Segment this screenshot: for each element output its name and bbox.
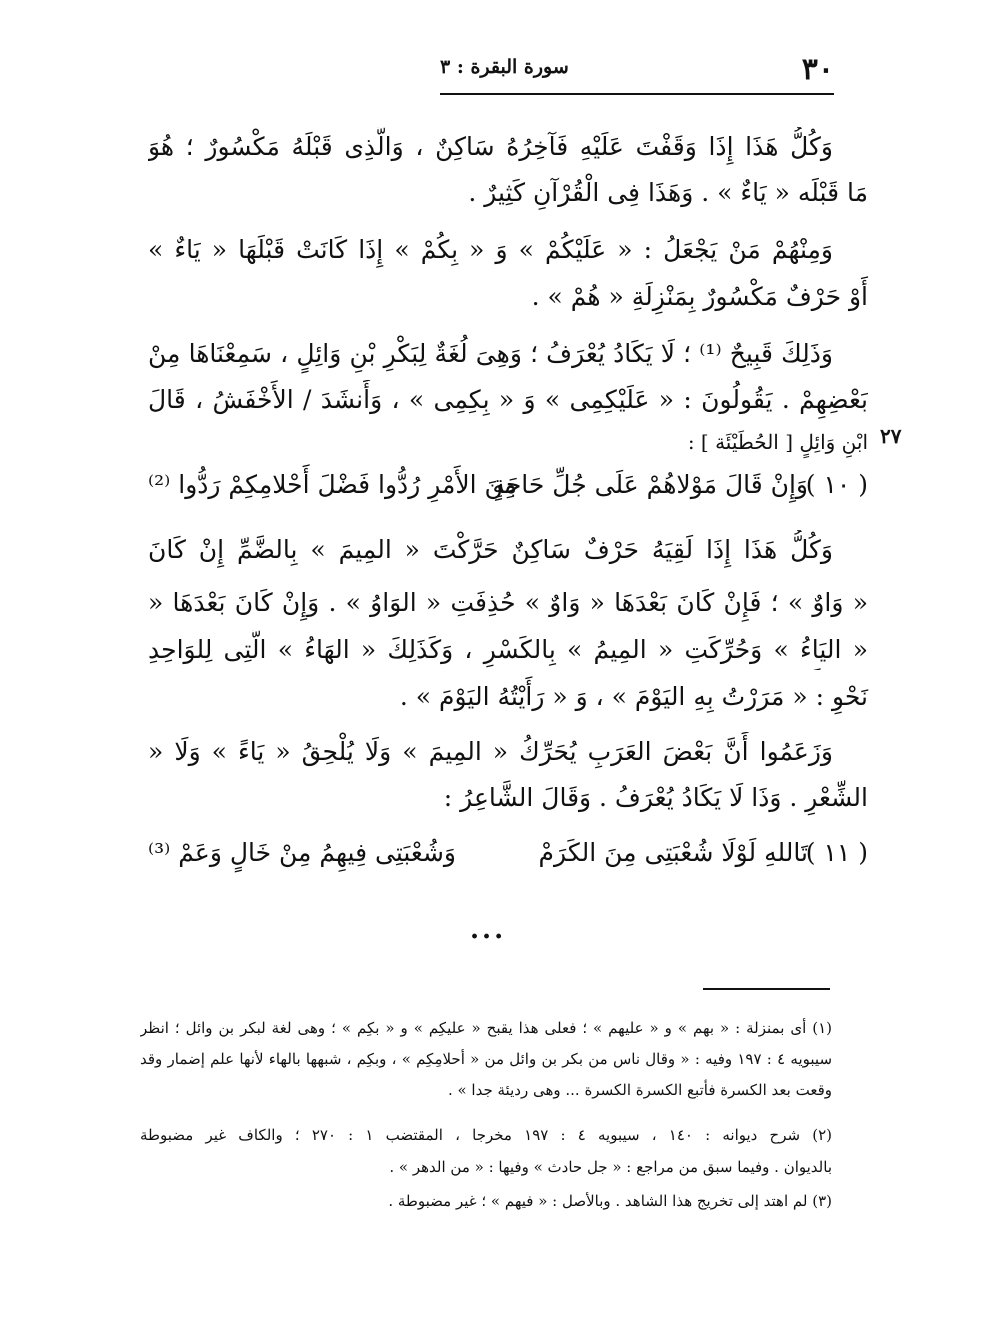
- section-separator: ...: [470, 915, 507, 945]
- page-header: [440, 52, 834, 92]
- verse-second-hemistich: مِنَ الأَمْرِ رُدُّوا فَضْلَ أَحْلامِكِمْ رَدُّوا ⁽²⁾: [148, 470, 517, 499]
- paragraph-3-line-1: وَذَلِكَ قَبِيحٌ ⁽¹⁾ ؛ لَا يَكَادُ يُعْرَفُ ؛ وَهِىَ لُغَةٌ لِبَكْرِ بْنِ وَائِلٍ ، سَمِعْنَاهَا مِنْ: [148, 339, 833, 368]
- verse-11: [148, 838, 868, 878]
- paragraph-1-line-2: مَا قَبْلَه « يَاءٌ » . وَهَذَا فِى الْقُرْآنِ كَثِيرٌ .: [468, 178, 868, 207]
- paragraph-1-line-1: وَكُلُّ هَذَا إِذَا وَقَفْتَ عَلَيْهِ فَآخِرُهُ سَاكِنٌ ، وَالَّذِى قَبْلَهُ مَكْسُورٌ ؛ هُوَ: [148, 132, 833, 161]
- paragraph-5-line-1: وَزَعَمُوا أَنَّ بَعْضَ العَرَبِ يُحَرِّكُ « المِيمَ » وَلَا يُلْحِقُ « يَاءً » وَلَا «: [148, 737, 833, 766]
- verse-number: ( ١٠ ): [805, 470, 868, 499]
- footnote-1-line-1: (١) أى بمنزلة : « بهم » و « عليهم » ؛ فعلى هذا يقبح « عليكِم » و « بكِم » ؛ وهى لغة لبكر بن وائل ؛ انظر: [140, 1019, 832, 1037]
- footnote-1-line-3: وقعت بعد الكسرة فأتبع الكسرة الكسرة ... وهى رديئة جدا » .: [447, 1081, 832, 1099]
- footnote-2-line-1: (٢) شرح ديوانه : ١٤٠ ، سيبويه ٤ : ١٩٧ مخرجا ، المقتضب ١ : ٢٧٠ ؛ والكاف غير مضبوطة: [140, 1126, 832, 1144]
- paragraph-4-line-2: « وَاوٌ » ؛ فَإِنْ كَانَ بَعْدَهَا « وَاوٌ » حُذِفَتِ « الوَاوُ » . وَإِنْ كَانَ بَعْدَهَا «: [148, 588, 868, 617]
- verse-second-hemistich: وَشُعْبَتِى فِيهِمُ مِنْ خَالٍ وَعَمْ ⁽³⁾: [148, 838, 456, 867]
- verse-first-hemistich: وَإِنْ قَالَ مَوْلاهُمْ عَلَى جُلِّ حَاجَةٍ: [492, 470, 808, 499]
- footnote-2-line-2: بالديوان . وفيما سبق من مراجع : « جل حادث » وفيها : « من الدهر » .: [389, 1158, 832, 1176]
- verse-number: ( ١١ ): [805, 838, 868, 867]
- footnote-1-line-2: سيبويه ٤ : ١٩٧ وفيه : « وقال ناس من بكر بن وائل من « أحلامِكِم » ، وبكِم ، شبهها بالهاء لأنها علم إضمار وقد: [140, 1050, 832, 1068]
- paragraph-3-line-3: ابْنِ وَائِلٍ [ الحُطَيْئَة ] :: [687, 430, 868, 454]
- paragraph-5-line-2: الشِّعْرِ . وَذَا لَا يَكَادُ يُعْرَفُ . وَقَالَ الشَّاعِرُ :: [443, 783, 868, 812]
- paragraph-2-line-2: أَوْ حَرْفٌ مَكْسُورٌ بِمَنْزِلَةِ « هُمْ » .: [531, 282, 868, 311]
- paragraph-4-line-3: « اليَاءُ » وَحُرِّكَتِ « المِيمُ » بِالكَسْرِ ، وَكَذَلِكَ « الهَاءُ » الَّتِى لِلوَاحِدِ: [148, 635, 868, 664]
- verse-first-hemistich: تَاللهِ لَوْلَا شُعْبَتِى مِنَ الكَرَمْ: [538, 838, 808, 867]
- paragraph-2-line-1: وَمِنْهُمْ مَنْ يَجْعَلُ : « عَلَيْكُمْ » وَ « بِكُمْ » إِذَا كَانَتْ قَبْلَهَا « يَاءٌ »: [148, 235, 833, 264]
- verse-10: [148, 470, 868, 510]
- paragraph-3-line-2: بَعْضِهِمْ . يَقُولُونَ : « عَلَيْكِمِى » وَ « بِكِمِى » ، وَأَنشَدَ / الأَخْفَشُ ، قَالَ: [148, 385, 868, 414]
- header-rule: [440, 93, 834, 95]
- footnote-rule: [703, 988, 830, 990]
- paragraph-4-line-1: وَكُلُّ هَذَا إِذَا لَقِيَهُ حَرْفٌ سَاكِنٌ حَرَّكْتَ « المِيمَ » بِالضَّمِّ إِنْ كَانَ: [148, 535, 833, 564]
- paragraph-4-line-4: نَحْوِ : « مَرَرْتُ بِهِ اليَوْمَ » ، وَ « رَأَيْتُهُ اليَوْمَ » .: [399, 682, 868, 711]
- margin-page-reference: ٢٧: [880, 424, 902, 448]
- running-title: سورة البقرة : ٣: [440, 56, 569, 78]
- page-number: ٣٠: [801, 52, 834, 87]
- footnote-3-line-1: (٣) لم اهتد إلى تخريج هذا الشاهد . وبالأصل : « فيهم » ؛ غير مضبوطة .: [388, 1192, 832, 1210]
